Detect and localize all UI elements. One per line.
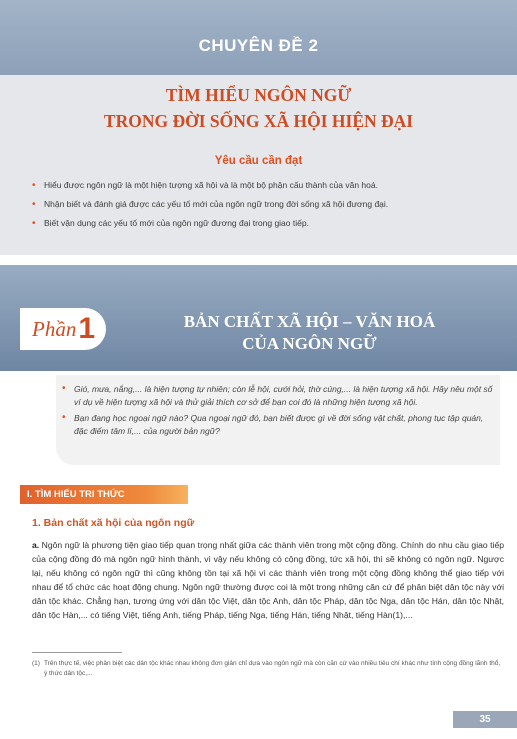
part-label: [20, 308, 106, 350]
part-title-line1: BẢN CHẤT XÃ HỘI – VĂN HOÁ: [183, 312, 436, 331]
requirement-item: • Nhận biết và đánh giá được các yếu tố mới của ngôn ngữ trong đời sống xã hội đương đại.: [32, 199, 502, 210]
footnote-divider: [32, 652, 122, 653]
requirement-item: • Hiểu được ngôn ngữ là một hiện tượng xã hội và là một bộ phận cấu thành của văn hoá.: [32, 180, 502, 191]
intro-question: • Bạn đang học ngoại ngữ nào? Qua ngoại ngữ đó, bạn biết được gì về đời sống vật chất, phong tục tập quán, đặc điểm tâm lí,... của người bản ngữ?: [62, 412, 494, 437]
intro-questions-list: [62, 383, 494, 441]
footnote-marker: (1): [32, 660, 40, 667]
part-label-text: Phần: [32, 317, 77, 341]
paragraph-text: Ngôn ngữ là phương tiện giao tiếp quan trọng nhất giữa các thành viên trong một cộng đồng. Chính do nhu cầu giao tiếp của cộng đồng đó mà ngôn ngữ hình thành, vì vậy nếu không có cộng đồng, tức xã hội, thì sẽ không có ngôn ngữ. Ngược lại, nếu không có ngôn ngữ thì cũng không tồn tại xã hội vì các thành viên trong một cộng đồng không thể giao tiếp với nhau để tổ chức các hoạt động chung. Ngôn ngữ thường được coi là một trong những căn cứ để phân biệt dân tộc này với dân tộc khác. Chẳng hạn, tương ứng với dân tộc Việt, dân tộc Anh, dân tộc Pháp, dân tộc Nga, dân tộc Hán, dân tộc Nhật, dân tộc Hàn,... có tiếng Việt, tiếng Anh, tiếng Pháp, tiếng Nga, tiếng Hán, tiếng Nhật, tiếng Hàn(1),...: [32, 540, 504, 620]
requirements-list: [32, 180, 502, 237]
intro-question: • Gió, mưa, nắng,... là hiện tượng tự nhiên; còn lễ hội, cưới hỏi, thờ cúng,... là hiện tượng xã hội. Hãy nêu một số ví dụ về hiện tượng xã hội và thử giải thích cơ sở để bạn coi đó là những hiện tượng xã hội.: [62, 383, 494, 408]
main-title-line2: TRONG ĐỜI SỐNG XÃ HỘI HIỆN ĐẠI: [103, 111, 414, 131]
requirements-heading: Yêu cầu cần đạt: [214, 155, 303, 167]
requirement-item: • Biết vận dụng các yếu tố mới của ngôn ngữ đương đại trong giao tiếp.: [32, 218, 502, 229]
main-title: [0, 82, 517, 134]
main-title-line1: TÌM HIỂU NGÔN NGỮ: [165, 85, 352, 105]
topic-heading: CHUYÊN ĐỀ 2: [198, 36, 319, 55]
part-title-line2: CỦA NGÔN NGỮ: [242, 334, 377, 353]
part-number: 1: [78, 312, 96, 345]
subheading: 1. Bản chất xã hội của ngôn ngữ: [32, 517, 195, 529]
page-number: 35: [453, 711, 517, 728]
section-heading: I. TÌM HIỂU TRI THỨC: [27, 489, 125, 500]
body-paragraph: [32, 538, 504, 622]
part-title: [122, 311, 497, 355]
footnote: [32, 659, 504, 679]
paragraph-marker: a.: [32, 540, 40, 550]
footnote-text: Trên thực tế, việc phân biệt các dân tộc khác nhau không đơn giản chỉ dựa vào ngôn ngữ mà còn căn cứ vào nhiều tiêu chí khác như tính cộng đồng lãnh thổ, ý thức dân tộc,...: [44, 660, 501, 677]
